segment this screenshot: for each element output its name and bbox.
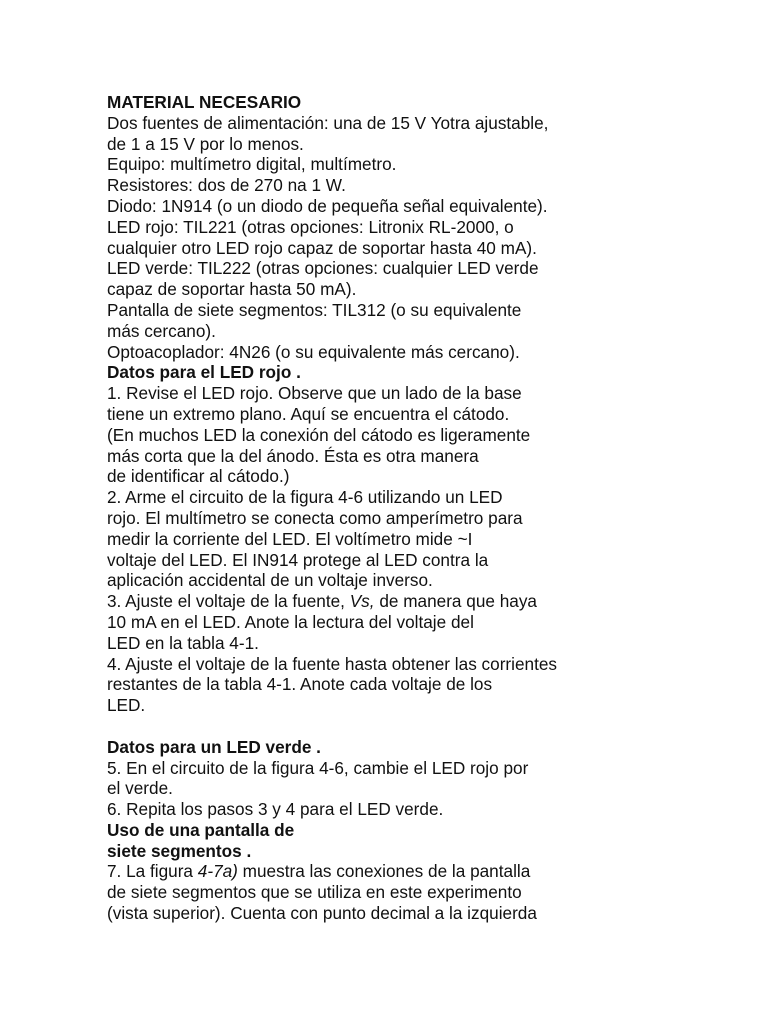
- section-heading-red-led: Datos para el LED rojo .: [107, 362, 301, 383]
- red-led-line: LED en la tabla 4-1.: [107, 632, 259, 653]
- red-led-step3-line: [107, 591, 737, 612]
- step7-suffix: muestra las conexiones de la pantalla: [237, 861, 531, 882]
- material-line: Optoacoplador: 4N26 (o su equivalente más cercano).: [107, 341, 520, 362]
- green-led-line: 5. En el circuito de la figura 4-6, cambie el LED rojo por: [107, 757, 529, 778]
- red-led-line: tiene un extremo plano. Aquí se encuentra el cátodo.: [107, 403, 510, 424]
- step3-suffix: de manera que haya: [374, 591, 537, 612]
- material-line: LED rojo: TIL221 (otras opciones: Litronix RL-2000, o: [107, 216, 514, 237]
- material-line: capaz de soportar hasta 50 mA).: [107, 279, 357, 300]
- section-heading-seven-segment-2: siete segmentos .: [107, 840, 252, 861]
- document-body: [107, 92, 737, 924]
- section-heading-material: MATERIAL NECESARIO: [107, 92, 302, 112]
- material-line: cualquier otro LED rojo capaz de soportar hasta 40 mA).: [107, 237, 537, 258]
- red-led-line: de identificar al cátodo.): [107, 466, 290, 487]
- red-led-line: rojo. El multímetro se conecta como amperímetro para: [107, 507, 523, 528]
- material-line: Pantalla de siete segmentos: TIL312 (o su equivalente: [107, 299, 522, 320]
- green-led-line: 6. Repita los pasos 3 y 4 para el LED verde.: [107, 799, 444, 820]
- red-led-line: (En muchos LED la conexión del cátodo es ligeramente: [107, 424, 531, 445]
- red-led-line: restantes de la tabla 4-1. Anote cada voltaje de los: [107, 674, 493, 695]
- material-line: Dos fuentes de alimentación: una de 15 V Yotra ajustable,: [107, 112, 549, 133]
- red-led-line: 1. Revise el LED rojo. Observe que un lado de la base: [107, 383, 522, 404]
- material-line: Diodo: 1N914 (o un diodo de pequeña señal equivalente).: [107, 195, 548, 216]
- material-line: LED verde: TIL222 (otras opciones: cualquier LED verde: [107, 258, 539, 279]
- step7-prefix: 7. La figura: [107, 861, 198, 882]
- step3-italic-vs: Vs,: [349, 591, 375, 612]
- red-led-line: 10 mA en el LED. Anote la lectura del voltaje del: [107, 611, 474, 632]
- seven-segment-line: (vista superior). Cuenta con punto decimal a la izquierda: [107, 903, 537, 924]
- red-led-line: medir la corriente del LED. El voltímetro mide ~I: [107, 528, 473, 549]
- seven-segment-step7-line: [107, 861, 737, 882]
- seven-segment-line: de siete segmentos que se utiliza en este experimento: [107, 882, 522, 903]
- material-line: Equipo: multímetro digital, multímetro.: [107, 154, 397, 175]
- material-line: de 1 a 15 V por lo menos.: [107, 133, 304, 154]
- red-led-line: 4. Ajuste el voltaje de la fuente hasta obtener las corrientes: [107, 653, 558, 674]
- material-line: más cercano).: [107, 320, 216, 341]
- step3-prefix: 3. Ajuste el voltaje de la fuente,: [107, 591, 350, 612]
- section-heading-green-led: Datos para un LED verde .: [107, 736, 321, 757]
- step7-italic-figure: 4-7a): [197, 861, 238, 882]
- red-led-line: más corta que la del ánodo. Ésta es otra manera: [107, 445, 479, 466]
- section-heading-seven-segment-1: Uso de una pantalla de: [107, 819, 295, 840]
- green-led-line: el verde.: [107, 778, 173, 799]
- paragraph-gap: [107, 716, 737, 737]
- red-led-line: voltaje del LED. El IN914 protege al LED contra la: [107, 549, 489, 570]
- red-led-line: 2. Arme el circuito de la figura 4-6 utilizando un LED: [107, 487, 503, 508]
- red-led-line: LED.: [107, 695, 146, 716]
- material-line: Resistores: dos de 270 na 1 W.: [107, 175, 346, 196]
- red-led-line: aplicación accidental de un voltaje inverso.: [107, 570, 433, 591]
